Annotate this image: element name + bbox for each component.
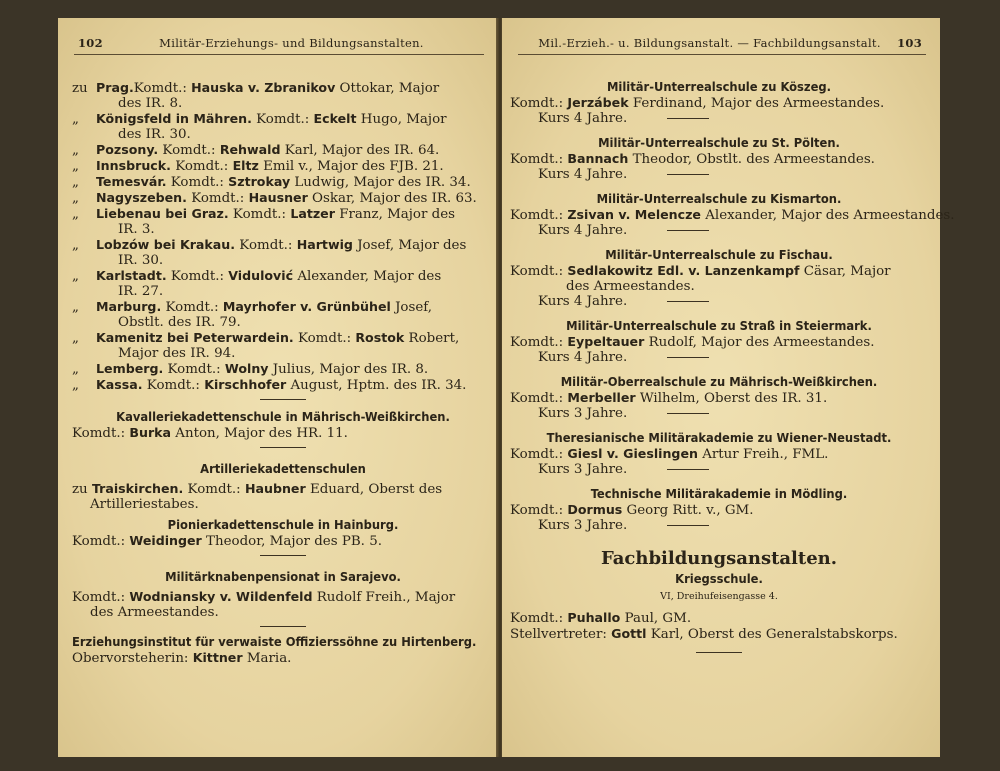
entry-place: Innsbruck. bbox=[96, 158, 171, 173]
section-title: Militär-Unterrealschule zu St. Pölten. bbox=[598, 136, 840, 151]
course-text: Kurs 4 Jahre. bbox=[538, 223, 628, 238]
course-text: Kurs 3 Jahre. bbox=[538, 462, 628, 477]
dash-rule bbox=[667, 301, 709, 302]
entry-prefix: „ bbox=[72, 362, 79, 377]
institution-block bbox=[510, 375, 928, 421]
entry-commander: Hausner bbox=[248, 190, 308, 205]
divider bbox=[260, 447, 306, 448]
entry-commander: Rehwald bbox=[219, 142, 281, 157]
entry-line: „ Nagyszeben. Komdt.: Hausner Oskar, Major des IR. 63. bbox=[72, 190, 477, 206]
entry-continuation: des IR. 8. bbox=[118, 96, 183, 111]
section-title: Kriegsschule. bbox=[675, 572, 763, 587]
text-line: Komdt.: Dormus Georg Ritt. v., GM. bbox=[510, 502, 754, 518]
entry-place: Kamenitz bei Peterwardein. bbox=[96, 330, 294, 345]
entry-prefix: „ bbox=[72, 207, 79, 222]
list-item bbox=[72, 158, 494, 174]
name-text: Sedlakowitz Edl. v. Lanzenkampf bbox=[567, 263, 800, 278]
list-item bbox=[72, 299, 494, 330]
divider bbox=[260, 555, 306, 556]
entry-prefix: „ bbox=[72, 159, 79, 174]
left-page bbox=[58, 18, 498, 757]
name-text: Dormus bbox=[567, 502, 623, 517]
entry-line: „ Innsbruck. Komdt.: Eltz Emil v., Major des FJB. 21. bbox=[72, 158, 444, 174]
entry-place: Prag. bbox=[96, 80, 134, 95]
text-line: Komdt.: Sedlakowitz Edl. v. Lanzenkampf Cäsar, Major bbox=[510, 263, 891, 279]
entry-commander: Sztrokay bbox=[228, 174, 291, 189]
course-length bbox=[510, 462, 928, 477]
entry-continuation: IR. 30. bbox=[118, 253, 164, 268]
institution-block bbox=[510, 136, 928, 182]
name-text: Weidinger bbox=[129, 533, 202, 548]
section-title: Militärknabenpensionat in Sarajevo. bbox=[165, 570, 401, 585]
dash-rule bbox=[667, 525, 709, 526]
entry-line: „ Marburg. Komdt.: Mayrhofer v. Grünbühel Josef, bbox=[72, 299, 433, 315]
entry-continuation: des IR. 30. bbox=[118, 127, 191, 142]
section-title: Pionierkadettenschule in Hainburg. bbox=[167, 518, 399, 533]
list-item bbox=[72, 111, 494, 142]
entry-prefix: „ bbox=[72, 331, 79, 346]
name-text: Haubner bbox=[244, 481, 306, 496]
right-running-head bbox=[522, 36, 922, 50]
dash-rule bbox=[667, 413, 709, 414]
text-line: des Armeestandes. bbox=[90, 605, 219, 620]
dash-rule bbox=[667, 357, 709, 358]
page-number-left: 102 bbox=[78, 36, 103, 50]
institution-block bbox=[510, 192, 955, 238]
dash-rule bbox=[667, 118, 709, 119]
entry-place: Kassa. bbox=[96, 377, 143, 392]
section-title: Militär-Unterrealschule zu Straß in Steiermark. bbox=[566, 319, 872, 334]
course-length bbox=[510, 223, 928, 238]
entry-place: Königsfeld in Mähren. bbox=[96, 111, 252, 126]
entry-line: „ Lemberg. Komdt.: Wolny Julius, Major des IR. 8. bbox=[72, 361, 429, 377]
text-line: Komdt.: Weidinger Theodor, Major des PB. 5. bbox=[72, 533, 382, 549]
list-item bbox=[72, 142, 494, 158]
list-item bbox=[72, 377, 494, 393]
course-length bbox=[510, 518, 928, 533]
course-length bbox=[510, 294, 928, 309]
course-text: Kurs 3 Jahre. bbox=[538, 406, 628, 421]
entry-line: „ Karlstadt. Komdt.: Vidulović Alexander, Major des bbox=[72, 268, 442, 284]
section-title: Militär-Unterrealschule zu Kismarton. bbox=[596, 192, 842, 207]
name-text: Eypeltauer bbox=[567, 334, 645, 349]
entry-line: „ Liebenau bei Graz. Komdt.: Latzer Franz, Major des bbox=[72, 206, 456, 222]
entry-continuation: Major des IR. 94. bbox=[118, 346, 236, 361]
entry-continuation: Obstlt. des IR. 79. bbox=[118, 315, 241, 330]
divider bbox=[696, 652, 742, 653]
entry-place: Marburg. bbox=[96, 299, 162, 314]
entry-line: „ Kassa. Komdt.: Kirschhofer August, Hptm. des IR. 34. bbox=[72, 377, 467, 393]
running-head-title-right: Mil.-Erzieh.- u. Bildungsanstalt. — Fachbildungsanstalt. bbox=[538, 36, 881, 50]
entry-place: Temesvár. bbox=[96, 174, 167, 189]
entry-line: „ Temesvár. Komdt.: Sztrokay Ludwig, Major des IR. 34. bbox=[72, 174, 471, 190]
entry-prefix: zu bbox=[72, 81, 88, 96]
list-item bbox=[72, 330, 494, 361]
name-text: Gottl bbox=[611, 626, 647, 641]
text-line: Komdt.: Eypeltauer Rudolf, Major des Armeestandes. bbox=[510, 334, 875, 350]
list-item bbox=[72, 361, 494, 377]
institution-block bbox=[510, 319, 928, 365]
section-title: Artilleriekadettenschulen bbox=[200, 462, 366, 477]
page-number-right: 103 bbox=[897, 36, 922, 50]
course-text: Kurs 3 Jahre. bbox=[538, 518, 628, 533]
section-title: Fachbildungsanstalten. bbox=[600, 548, 838, 569]
name-text: Burka bbox=[129, 425, 172, 440]
text-line: des Armeestandes. bbox=[566, 279, 695, 294]
entry-prefix: „ bbox=[72, 238, 79, 253]
address-text: VI, Dreihufeisengasse 4. bbox=[660, 591, 778, 602]
name-text: Wodniansky v. Wildenfeld bbox=[129, 589, 313, 604]
entry-commander: Kirschhofer bbox=[204, 377, 287, 392]
section-title: Militär-Oberrealschule zu Mährisch-Weißkirchen. bbox=[560, 375, 878, 390]
institution-block bbox=[510, 80, 928, 126]
entry-place: Liebenau bei Graz. bbox=[96, 206, 229, 221]
entry-line: „ Lobzów bei Krakau. Komdt.: Hartwig Josef, Major des bbox=[72, 237, 467, 253]
list-item bbox=[72, 174, 494, 190]
name-text: Puhallo bbox=[567, 610, 621, 625]
course-text: Kurs 4 Jahre. bbox=[538, 111, 628, 126]
left-running-head bbox=[78, 36, 480, 50]
left-content bbox=[72, 80, 494, 666]
entry-continuation: IR. 3. bbox=[118, 222, 155, 237]
entry-commander: Latzer bbox=[290, 206, 335, 221]
list-item bbox=[72, 80, 494, 111]
name-text: Kittner bbox=[192, 650, 243, 665]
divider bbox=[260, 626, 306, 627]
entry-place: Lemberg. bbox=[96, 361, 164, 376]
section-title: Kavalleriekadettenschule in Mährisch-Weißkirchen. bbox=[116, 410, 450, 425]
text-line: Komdt.: Bannach Theodor, Obstlt. des Armeestandes. bbox=[510, 151, 875, 167]
entry-place: Karlstadt. bbox=[96, 268, 167, 283]
name-text: Bannach bbox=[567, 151, 629, 166]
text-line: Komdt.: Merbeller Wilhelm, Oberst des IR. 31. bbox=[510, 390, 828, 406]
name-text: Giesl v. Gieslingen bbox=[567, 446, 698, 461]
name-text: Jerzábek bbox=[567, 95, 629, 110]
name-text: Traiskirchen. bbox=[91, 481, 184, 496]
name-text: Merbeller bbox=[567, 390, 636, 405]
entry-line: „ Kamenitz bei Peterwardein. Komdt.: Rostok Robert, bbox=[72, 330, 460, 346]
entry-line: „ Königsfeld in Mähren. Komdt.: Eckelt Hugo, Major bbox=[72, 111, 447, 127]
entry-commander: Eckelt bbox=[313, 111, 357, 126]
section-title: Technische Militärakademie in Mödling. bbox=[590, 487, 848, 502]
section-title: Theresianische Militärakademie zu Wiener-Neustadt. bbox=[546, 431, 892, 446]
right-content bbox=[510, 80, 955, 653]
institution-block bbox=[510, 487, 928, 533]
dash-rule bbox=[667, 230, 709, 231]
entry-prefix: „ bbox=[72, 378, 79, 393]
text-line: Komdt.: Giesl v. Gieslingen Artur Freih., FML. bbox=[510, 446, 829, 462]
dash-rule bbox=[667, 174, 709, 175]
course-text: Kurs 4 Jahre. bbox=[538, 167, 628, 182]
entry-place: Nagyszeben. bbox=[96, 190, 187, 205]
list-item bbox=[72, 268, 494, 299]
text-line: Komdt.: Jerzábek Ferdinand, Major des Armeestandes. bbox=[510, 95, 885, 111]
text-line: Komdt.: Zsivan v. Melencze Alexander, Major des Armeestandes. bbox=[510, 207, 955, 223]
text-line: Obervorsteherin: Kittner Maria. bbox=[72, 650, 292, 666]
divider bbox=[260, 399, 306, 400]
entry-commander: Rostok bbox=[355, 330, 405, 345]
entry-prefix: „ bbox=[72, 175, 79, 190]
name-text: Zsivan v. Melencze bbox=[567, 207, 701, 222]
text-line: Komdt.: Burka Anton, Major des HR. 11. bbox=[72, 425, 348, 441]
list-item bbox=[72, 206, 494, 237]
entry-commander: Hauska v. Zbranikov bbox=[191, 80, 336, 95]
entry-place: Pozsony. bbox=[96, 142, 159, 157]
course-length bbox=[510, 350, 928, 365]
entry-commander: Hartwig bbox=[296, 237, 353, 252]
course-length bbox=[510, 167, 928, 182]
running-head-title-left: Militär-Erziehungs- und Bildungsanstalten. bbox=[159, 36, 424, 50]
text-line: Artilleriestabes. bbox=[90, 497, 199, 512]
entry-prefix: „ bbox=[72, 300, 79, 315]
course-length bbox=[510, 111, 928, 126]
right-page bbox=[502, 18, 955, 757]
list-item bbox=[72, 237, 494, 268]
dash-rule bbox=[667, 469, 709, 470]
entry-commander: Vidulović bbox=[228, 268, 294, 283]
entry-commander: Eltz bbox=[232, 158, 259, 173]
entry-line: „ Pozsony. Komdt.: Rehwald Karl, Major des IR. 64. bbox=[72, 142, 440, 158]
entry-line: zu Prag.Komdt.: Hauska v. Zbranikov Ottokar, Major bbox=[72, 80, 440, 96]
course-length bbox=[510, 406, 928, 421]
list-item bbox=[72, 190, 494, 206]
text-line: Stellvertreter: Gottl Karl, Oberst des Generalstabskorps. bbox=[510, 626, 898, 642]
entry-continuation: IR. 27. bbox=[118, 284, 164, 299]
course-text: Kurs 4 Jahre. bbox=[538, 294, 628, 309]
text-line: zu Traiskirchen. Komdt.: Haubner Eduard, Oberst des bbox=[72, 481, 443, 497]
entry-prefix: „ bbox=[72, 191, 79, 206]
section-title: Erziehungsinstitut für verwaiste Offizierssöhne zu Hirtenberg. bbox=[72, 635, 477, 650]
entry-commander: Wolny bbox=[224, 361, 269, 376]
course-text: Kurs 4 Jahre. bbox=[538, 350, 628, 365]
entry-prefix: „ bbox=[72, 269, 79, 284]
text-line: Komdt.: Wodniansky v. Wildenfeld Rudolf Freih., Major bbox=[72, 589, 456, 605]
entry-place: Lobzów bei Krakau. bbox=[96, 237, 236, 252]
text-line: Komdt.: Puhallo Paul, GM. bbox=[510, 610, 692, 626]
entry-prefix: „ bbox=[72, 143, 79, 158]
section-title: Militär-Unterrealschule zu Fischau. bbox=[605, 248, 833, 263]
entry-commander: Mayrhofer v. Grünbühel bbox=[222, 299, 391, 314]
entry-prefix: „ bbox=[72, 112, 79, 127]
institution-block bbox=[510, 248, 928, 309]
section-title: Militär-Unterrealschule zu Köszeg. bbox=[606, 80, 832, 95]
institution-block bbox=[510, 431, 928, 477]
